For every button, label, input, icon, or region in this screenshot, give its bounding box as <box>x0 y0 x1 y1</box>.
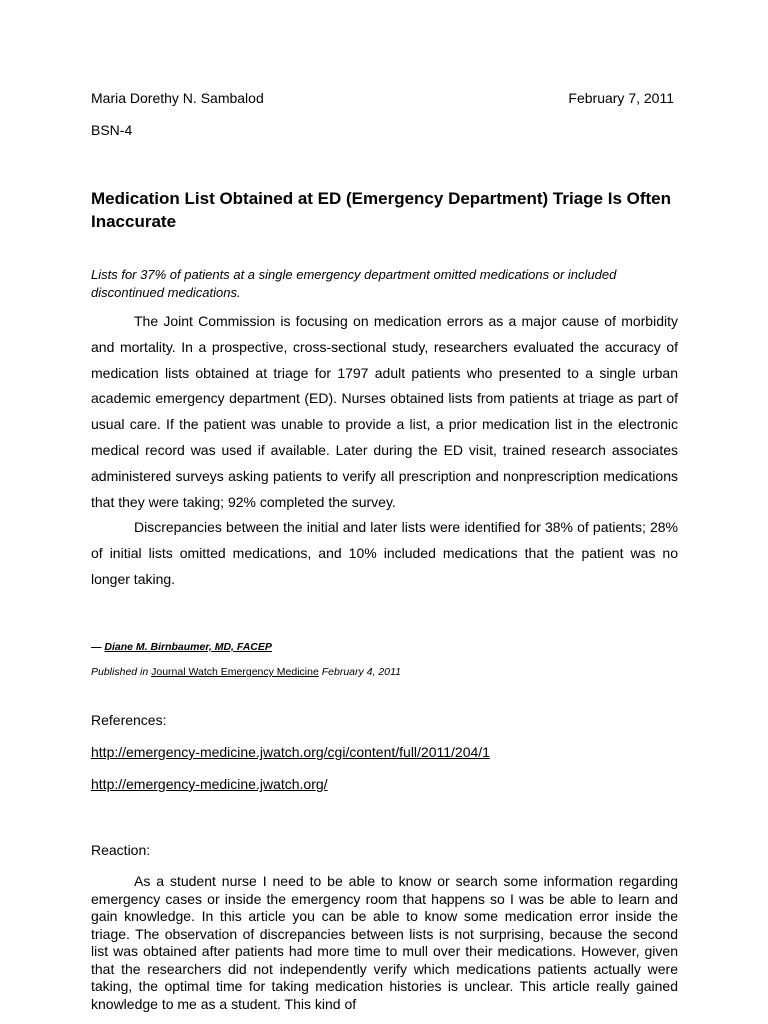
reaction-heading: Reaction: <box>91 842 151 858</box>
byline-prefix: — <box>91 641 105 653</box>
reaction-body <box>91 873 678 1013</box>
document-date: February 7, 2011 <box>568 90 674 106</box>
published-prefix: Published in <box>91 666 152 678</box>
byline-author[interactable]: Diane M. Birnbaumer, MD, FACEP <box>104 641 272 653</box>
article-summary: Lists for 37% of patients at a single emergency department omitted medications or included discontinued medications. <box>91 267 617 300</box>
article-paragraph: Discrepancies between the initial and later lists were identified for 38% of patients; 28% of initial lists omitted medications, and 10% included medications that the patient was no longer taking. <box>91 519 678 587</box>
journal-link[interactable]: Journal Watch Emergency Medicine <box>151 666 319 678</box>
published-date: February 4, 2011 <box>318 666 401 678</box>
author-name: Maria Dorethy N. Sambalod <box>91 90 264 106</box>
reference-link[interactable]: http://emergency-medicine.jwatch.org/cgi/content/full/2011/204/1 <box>91 744 490 760</box>
article-paragraph: The Joint Commission is focusing on medication errors as a major cause of morbidity and mortality. In a prospective, cross-sectional study, researchers evaluated the accuracy of medication lists obtained at triage for 1797 adult patients who presented to a single urban academic emergency department (ED). Nurses obtained lists from patients at triage as part of usual care. If the patient was unable to provide a list, a prior medication list in the electronic medical record was used if available. Later during the ED visit, trained research associates administered surveys asking patients to verify all prescription and nonprescription medications that they were taking; 92% completed the survey. <box>91 313 678 510</box>
reference-link[interactable]: http://emergency-medicine.jwatch.org/ <box>91 776 328 792</box>
article-byline <box>91 640 272 654</box>
reaction-paragraph: As a student nurse I need to be able to know or search some information regarding emergency cases or inside the emergency room that happens so I was be able to learn and gain knowledge. In this article you can be able to know some medication error inside the triage. The observation of discrepancies between lists is not surprising, because the second list was obtained after patients had more time to mull over their medications. However, given that the researchers did not independently verify which medications patients actually were taking, the optimal time for taking medication histories is unclear. This article really gained knowledge to me as a student. This kind of <box>91 873 678 1012</box>
references-heading: References: <box>91 712 167 728</box>
course-code: BSN-4 <box>91 122 133 138</box>
article-body <box>91 309 678 593</box>
article-title: Medication List Obtained at ED (Emergency Department) Triage Is Often Inaccurate <box>91 189 672 231</box>
publication-info <box>91 665 401 679</box>
